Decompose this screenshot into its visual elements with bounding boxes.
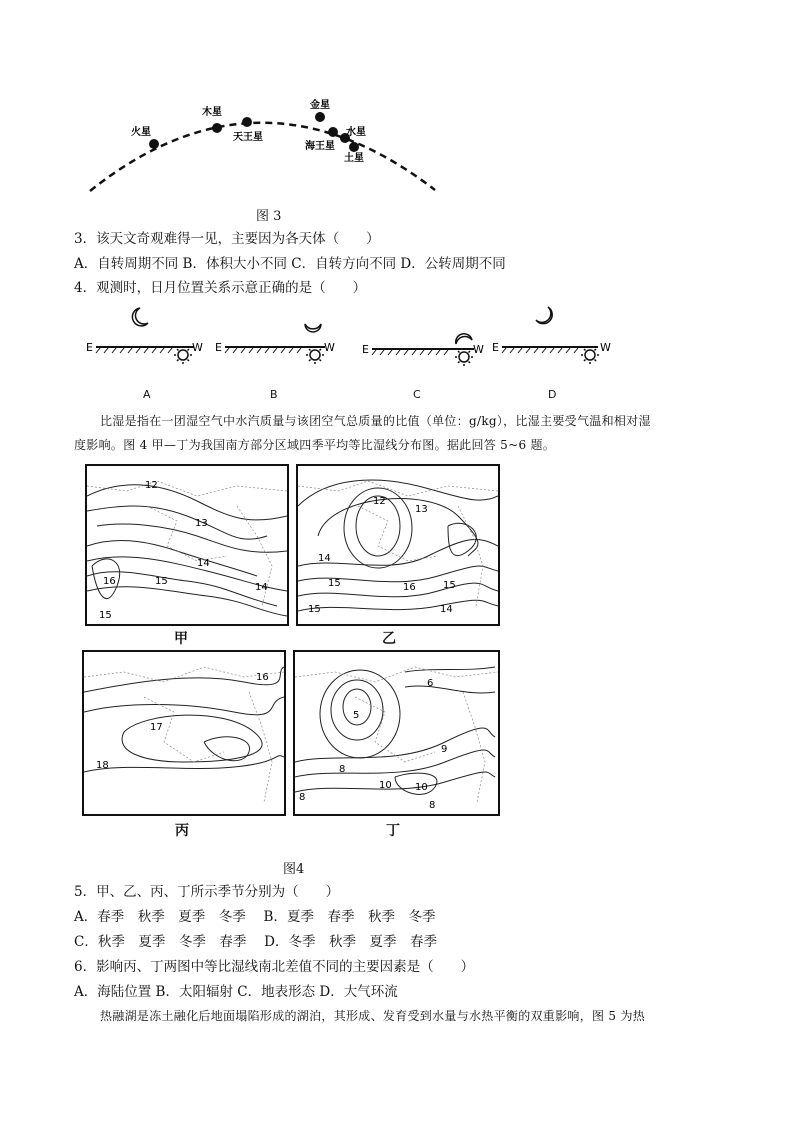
map-yi-label-14b: 14 (440, 604, 453, 615)
sun-icon (174, 346, 192, 364)
planet-label-venus: 金星 (310, 100, 330, 111)
map-bing-label-16: 16 (256, 672, 269, 683)
map-jia-label-13: 13 (195, 518, 208, 529)
map-yi-label-12: 12 (373, 496, 386, 507)
map-ding-label-10: 10 (379, 780, 392, 791)
crescent-moon-icon (456, 334, 472, 344)
map-yi-label-15: 15 (328, 578, 341, 589)
map-jia-label-14: 14 (197, 558, 210, 569)
east-label: E (492, 341, 499, 354)
planet-mercury (328, 127, 338, 137)
map-yi-label-14: 14 (318, 553, 331, 564)
crescent-moon-icon (132, 308, 148, 326)
map-yi-isolines (298, 466, 498, 624)
map-yi-label-16: 16 (403, 582, 416, 593)
map-jia-label-15: 15 (155, 576, 168, 587)
map-ding-label-8: 8 (339, 764, 346, 775)
west-label: W (192, 341, 203, 354)
map-jia-label-15b: 15 (99, 610, 112, 621)
east-label: E (215, 341, 222, 354)
figure4-caption: 图4 (283, 862, 305, 877)
west-label: W (324, 341, 335, 354)
map-bing (82, 650, 286, 816)
map-jia-label-14b: 14 (255, 582, 268, 593)
planet-label-saturn: 土星 (344, 153, 364, 164)
map-ding-label-10b: 10 (415, 782, 428, 793)
q4-diagram-d (490, 302, 620, 374)
map-ding-name: 丁 (386, 823, 400, 839)
west-label: W (473, 343, 484, 356)
figure3-caption: 图 3 (256, 209, 282, 224)
map-jia-isolines (87, 466, 287, 624)
planet-label-uranus: 天王星 (233, 132, 263, 143)
map-yi-name: 乙 (382, 631, 396, 647)
map-ding-label-6: 6 (427, 678, 434, 689)
planet-jupiter (212, 123, 222, 133)
map-yi-label-15b: 15 (443, 580, 456, 591)
planet-saturn (349, 142, 359, 152)
passage1-line2: 度影响。图 4 甲—丁为我国南方部分区域四季平均等比湿线分布图。据此回答 5~6 题。 (74, 438, 556, 452)
q4-stem: 4．观测时，日月位置关系示意正确的是（ ） (74, 280, 367, 296)
sun-icon (306, 346, 324, 364)
q3-stem: 3．该天文奇观难得一见，主要因为各天体（ ） (74, 231, 380, 247)
map-ding (293, 650, 500, 816)
map-jia-label-12: 12 (145, 480, 158, 491)
q6-options: A．海陆位置 B．太阳辐射 C．地表形态 D．大气环流 (74, 984, 398, 1000)
map-bing-label-17: 17 (150, 722, 163, 733)
planet-uranus (242, 117, 252, 127)
map-jia-name: 甲 (174, 631, 188, 647)
map-ding-label-8c: 8 (429, 800, 436, 811)
q5-options-ab: A．春季 秋季 夏季 冬季 B．夏季 春季 秋季 冬季 (74, 909, 436, 925)
map-ding-isolines (295, 652, 498, 814)
q5-stem: 5．甲、乙、丙、丁所示季节分别为（ ） (74, 884, 340, 900)
map-ding-label-5: 5 (353, 710, 360, 721)
map-bing-label-18: 18 (96, 760, 109, 771)
planet-mars (149, 139, 159, 149)
q4-diagram-c (360, 322, 488, 372)
q4-diagram-a (84, 302, 204, 374)
planet-label-neptune: 海王星 (305, 141, 335, 152)
q4-option-d: D (548, 388, 557, 401)
crescent-moon-icon (305, 324, 321, 332)
q5-options-cd: C．秋季 夏季 冬季 春季 D．冬季 秋季 夏季 春季 (74, 934, 437, 950)
east-label: E (362, 343, 369, 356)
q4-option-a: A (143, 388, 151, 401)
west-label: W (600, 341, 611, 354)
sun-icon (581, 346, 599, 364)
map-yi-label-13: 13 (415, 504, 428, 515)
passage1-line1: 比湿是指在一团湿空气中水汽质量与该团空气总质量的比值（单位：g/kg），比湿主要受气温和相对湿 (100, 414, 651, 428)
planet-label-mars: 火星 (131, 127, 151, 138)
map-jia (85, 464, 289, 626)
east-label: E (86, 341, 93, 354)
map-bing-isolines (84, 652, 284, 814)
map-yi-label-15c: 15 (308, 604, 321, 615)
map-bing-name: 丙 (175, 823, 189, 839)
q4-option-c: C (413, 388, 421, 401)
planet-venus (315, 112, 325, 122)
map-yi (296, 464, 500, 626)
planet-label-jupiter: 木星 (202, 107, 222, 118)
map-ding-label-8b: 8 (299, 792, 306, 803)
figure3-planet-arc (80, 95, 450, 200)
map-jia-label-16: 16 (103, 576, 116, 587)
q3-options: A．自转周期不同 B．体积大小不同 C．自转方向不同 D．公转周期不同 (74, 256, 506, 272)
crescent-moon-icon (536, 307, 552, 324)
q4-option-b: B (270, 388, 278, 401)
map-ding-label-9: 9 (441, 744, 448, 755)
q4-diagram-b (213, 318, 338, 370)
sun-icon (455, 348, 473, 366)
passage2-line1: 热融湖是冻土融化后地面塌陷形成的湖泊，其形成、发育受到水量与水热平衡的双重影响，图 5 为热 (100, 1009, 646, 1023)
planet-label-mercury: 水星 (346, 127, 366, 138)
q6-stem: 6．影响丙、丁两图中等比湿线南北差值不同的主要因素是（ ） (74, 959, 475, 975)
